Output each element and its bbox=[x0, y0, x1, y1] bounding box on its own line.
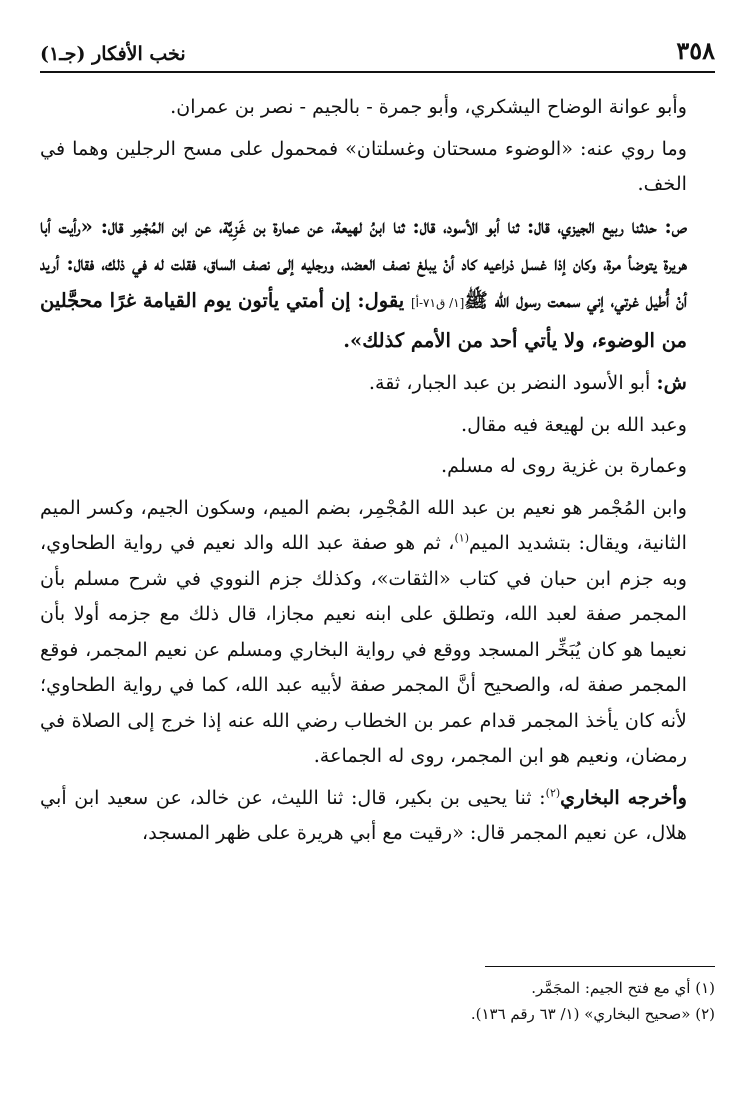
sad-marker: ص: bbox=[664, 214, 687, 238]
footnote-marker-2: (٢) bbox=[545, 786, 561, 800]
commentary-start bbox=[40, 365, 715, 401]
footnote-divider bbox=[485, 966, 715, 967]
paragraph-8 bbox=[40, 780, 715, 851]
paragraph-1: وأبو عوانة الوضاح اليشكري، وأبو جمرة - بالجيم - نصر بن عمران. bbox=[170, 95, 687, 118]
footnote-marker-1: (١) bbox=[454, 531, 469, 545]
paragraph-7-part-1: وابن المُجْمر هو نعيم بن عبد الله المُجْمِر، بضم الميم، وسكون الجيم، وكسر الميم الثانية، ويقال: بتشديد الميم bbox=[40, 495, 687, 555]
shin-marker: ش: bbox=[656, 371, 687, 395]
hadith-text-part-2: يقول: إن أمتي يأتون يوم القيامة غرًا محجَّلين من الوضوء، ولا يأتي أحد من الأمم كذلك». bbox=[40, 288, 687, 353]
paragraph-5: وعبد الله بن لهيعة فيه مقال. bbox=[461, 412, 687, 436]
page-header bbox=[40, 36, 715, 73]
commentary-text: أبو الأسود النضر بن عبد الجبار، ثقة. bbox=[368, 371, 657, 395]
paragraph-7-part-2: ، ثم هو صفة عبد الله والد نعيم في رواية الطحاوي، وبه جزم ابن حبان في كتاب «الثقات»، وكذلك جزم النووي في شرح مسلم بأن المجمر صفة لعبد الله، وتطلق على ابنه نعيم مجازا، قال ذلك مع جزمه أولا بأن نعيما هو كان يُبَخِّر المسجد ووقع في رواية البخاري ومسلم عن نعيم المجمر، فوقع المجمر صفة له، والصحيح أنَّ المجمر صفة لأبيه عبد الله، كما في رواية الطحاوي؛ لأنه كان يأخذ المجمر قدام عمر بن الخطاب رضي الله عنه إذا خرج إلى الصلاة في رمضان، ونعيم هو ابن المجمر، روى له الجماعة. bbox=[40, 531, 687, 768]
footnote-2: (٢) «صحيح البخاري» (١/ ٦٣ رقم ١٣٦). bbox=[470, 1005, 715, 1023]
paragraph-8-text: : ثنا يحيى بن بكير، قال: ثنا الليث، عن خالد، عن سعيد ابن أبي هلال، عن نعيم المجمر قال: «رقيت مع أبي هريرة على ظهر المسجد، bbox=[40, 785, 687, 845]
paragraph-2: وما روي عنه: «الوضوء مسحتان وغسلتان» فمحمول على مسح الرجلين وهما في الخف. bbox=[40, 136, 687, 195]
page-number: ٣٥٨ bbox=[676, 36, 715, 65]
paragraph-6: وعمارة بن غزية روى له مسلم. bbox=[441, 454, 687, 478]
footnotes bbox=[40, 966, 715, 1027]
running-title: نخب الأفكار (جـ١) bbox=[40, 43, 186, 65]
hadith-text-part-1: حدثنا ربيع الجيزي، قال: ثنا أبو الأسود، قال: ثنا ابنُ لهيعة، عن عمارة بن غَزِيَّة، عن ابن المُجْمِر قال: «رأيت أبا هريرة يتوضأ مرة، وكان إذا غسل ذراعيه كاد أنْ يبلغ نصف العضد، ورجليه إلى نصف الساق، فقلت له في ذلك، فقال: أريد أنْ أُطيل غرتي، إني سمعت رسول الله ﷺ bbox=[40, 214, 688, 312]
footnote-1: (١) أي مع فتح الجيم: المجَمَّر. bbox=[531, 979, 715, 997]
paragraph-7 bbox=[40, 490, 715, 774]
page-body bbox=[40, 89, 715, 851]
bukhari-lead: وأخرجه البخاري bbox=[560, 785, 687, 809]
manuscript-ref: [١/ ق٧١-أ] bbox=[410, 295, 465, 310]
hadith-text bbox=[40, 208, 715, 360]
